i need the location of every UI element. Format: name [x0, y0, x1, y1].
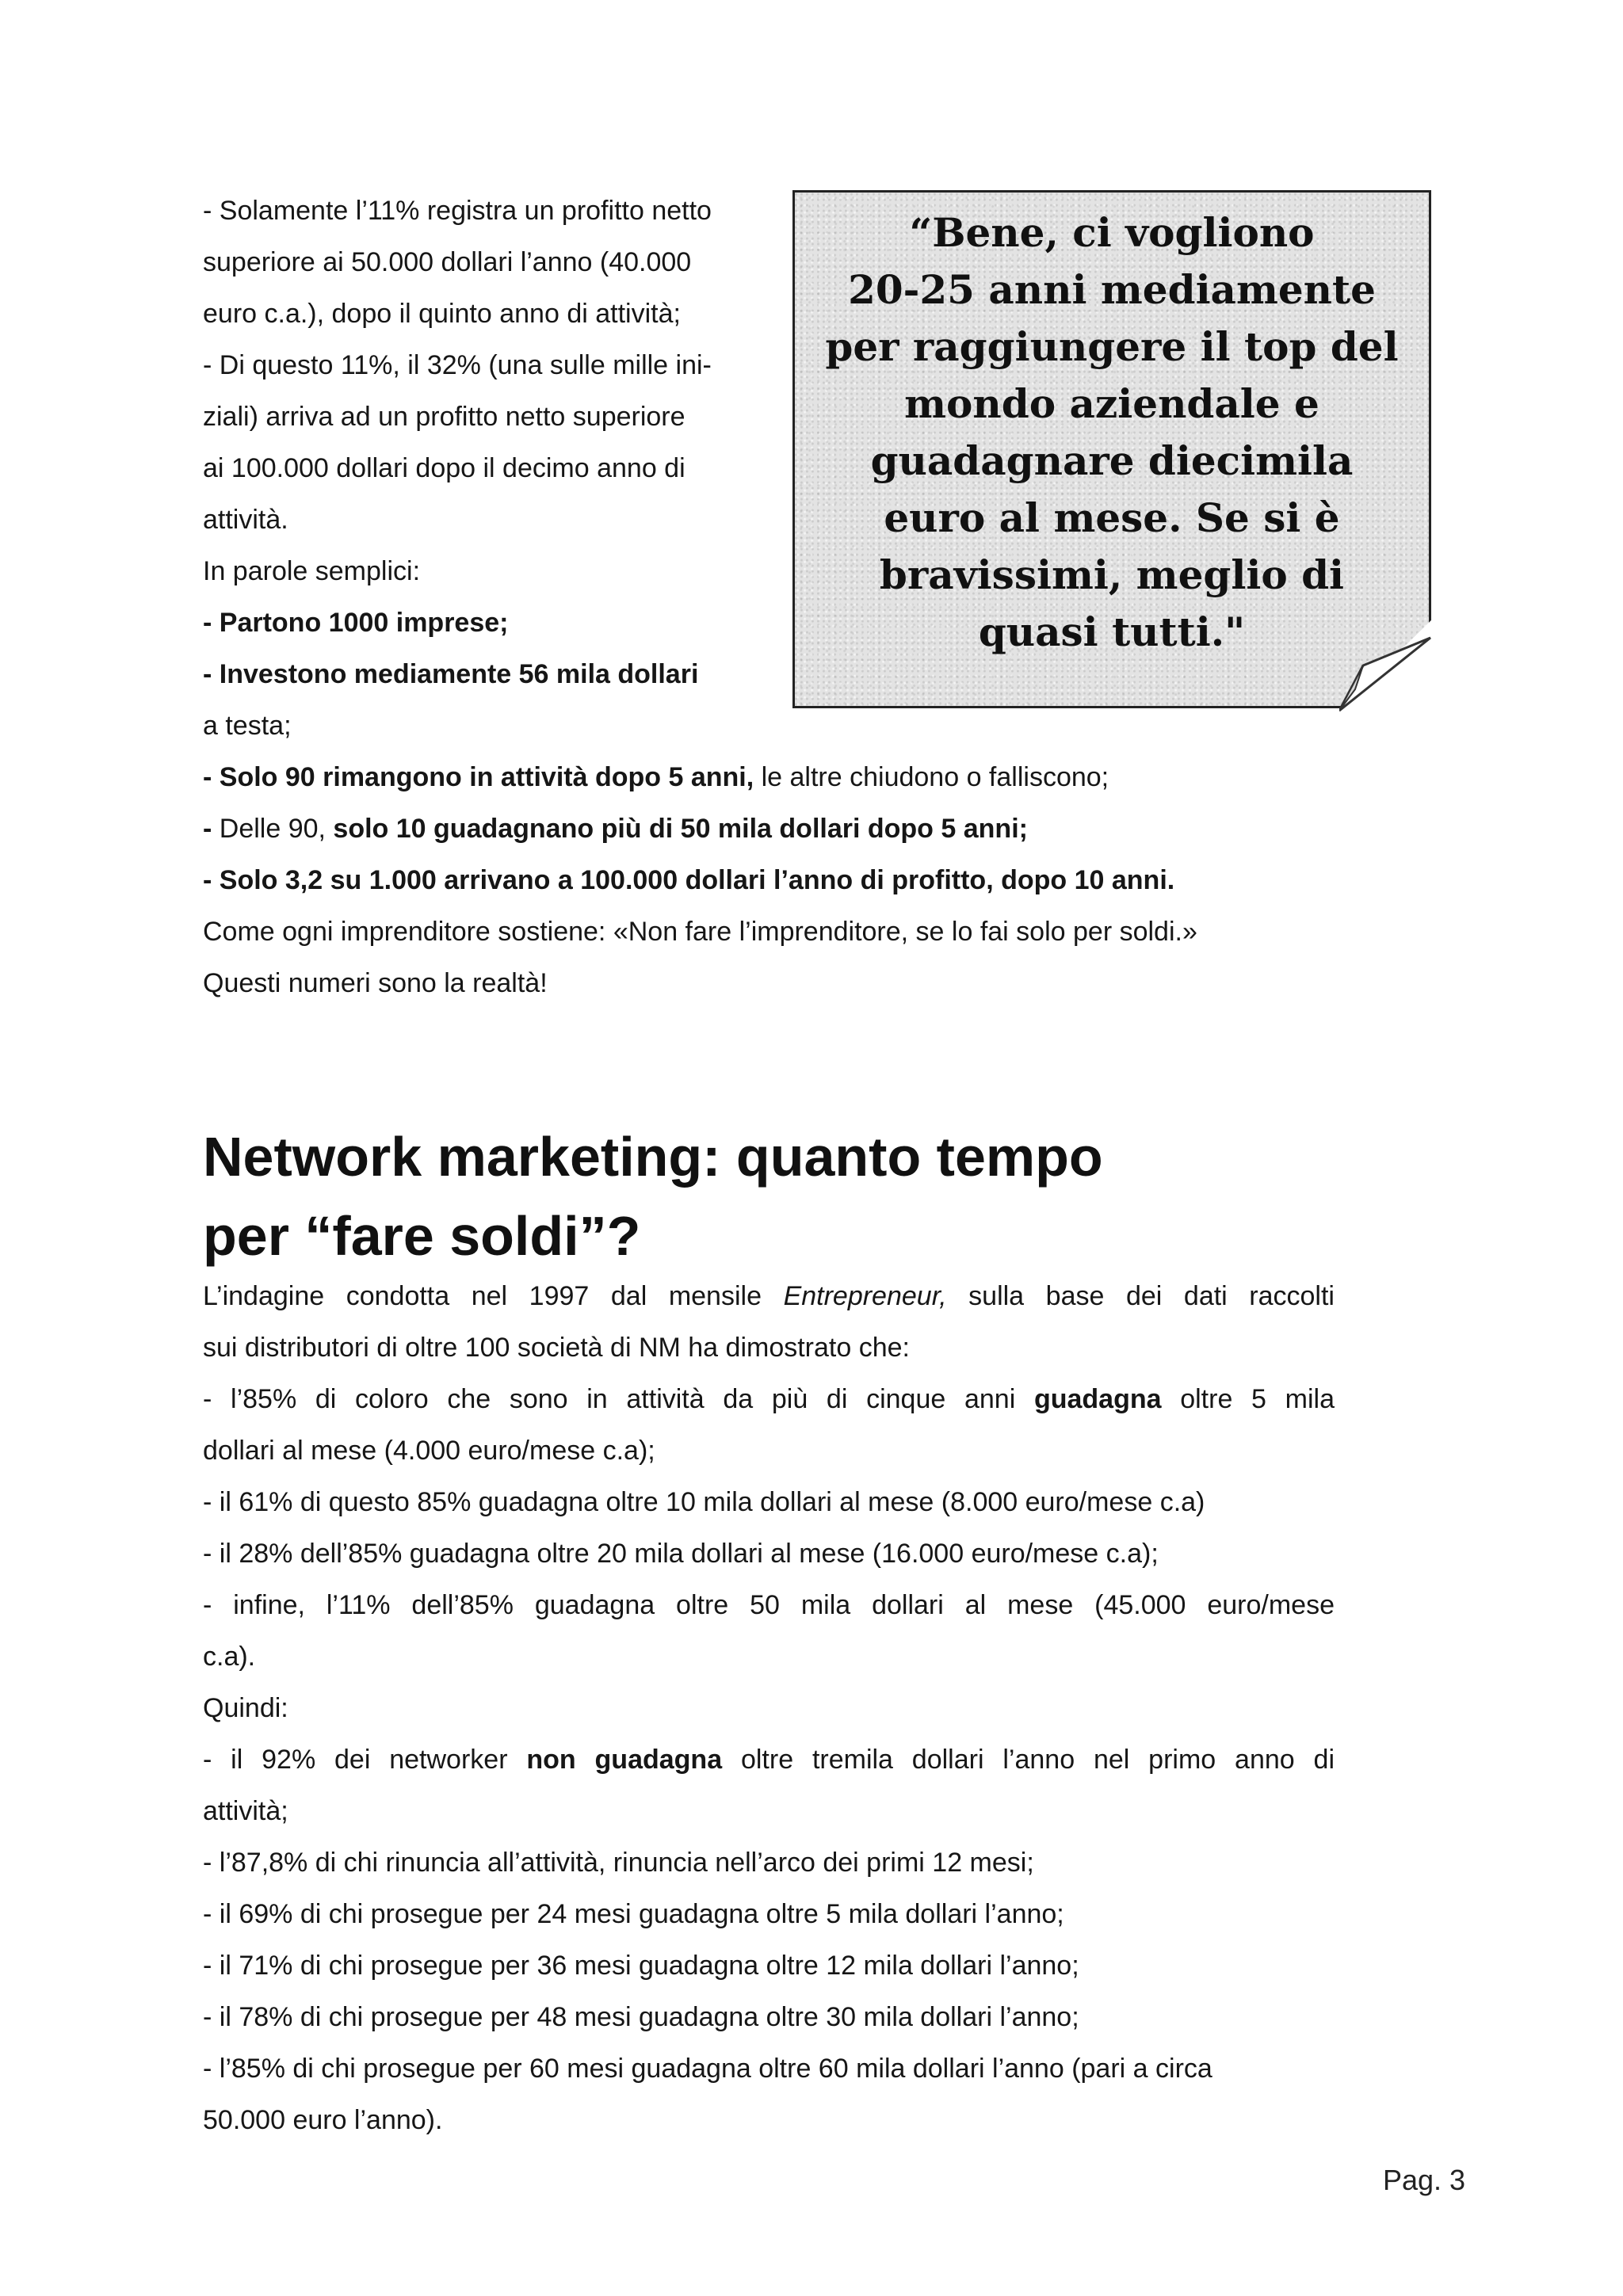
text-line: - il 71% di chi prosegue per 36 mesi guadagna oltre 12 mila dollari l’anno; [203, 1951, 1079, 1981]
text-span: oltre tremila dollari l’anno nel primo anno di [722, 1745, 1335, 1775]
bold-text: guadagna [1033, 1384, 1162, 1414]
pull-quote [792, 204, 1431, 661]
text-line: - l’85% di chi prosegue per 60 mesi guadagna oltre 60 mila dollari l’anno (pari a circa [203, 2054, 1212, 2084]
text-span: - il 92% dei networker [203, 1745, 527, 1775]
text-line: - il 28% dell’85% guadagna oltre 20 mila dollari al mese (16.000 euro/mese c.a); [203, 1539, 1159, 1569]
text-line: - Di questo 11%, il 32% (una sulle mille ini- [203, 350, 712, 380]
italic-text: Entrepreneur, [783, 1281, 947, 1311]
text-line: ai 100.000 dollari dopo il decimo anno di [203, 453, 685, 483]
quote-line: bravissimi, meglio di [879, 551, 1345, 598]
text-line: a testa; [203, 711, 292, 741]
quote-line: euro al mese. Se si è [884, 494, 1340, 541]
bold-text: solo 10 guadagnano più di 50 mila dollari dopo 5 anni; [333, 814, 1028, 844]
text-line [203, 864, 1174, 896]
bold-text: non guadagna [526, 1745, 723, 1775]
text-line: euro c.a.), dopo il quinto anno di attività; [203, 299, 681, 329]
bold-text: - Solo 3,2 su 1.000 arrivano a 100.000 dollari l’anno di profitto, dopo 10 anni. [203, 865, 1175, 895]
text-line [203, 1280, 1335, 1312]
text-line [203, 813, 1028, 845]
text-line: 50.000 euro l’anno). [203, 2105, 443, 2135]
quote-line: quasi tutti." [978, 608, 1246, 655]
bold-text: - Investono mediamente 56 mila dollari [203, 659, 699, 689]
text-span: oltre 5 mila [1161, 1384, 1335, 1414]
bold-text: - [203, 814, 220, 844]
text-line: - il 61% di questo 85% guadagna oltre 10 mila dollari al mese (8.000 euro/mese c.a) [203, 1487, 1205, 1517]
quote-line: per raggiungere il top del [825, 323, 1399, 370]
text-line [203, 761, 1109, 793]
text-line: ziali) arriva ad un profitto netto superiore [203, 402, 685, 432]
text-span: Delle 90, [219, 814, 334, 844]
quote-line: guadagnare diecimila [870, 437, 1354, 484]
text-line: c.a). [203, 1642, 256, 1672]
quote-line: mondo aziendale e [904, 380, 1319, 427]
text-line: dollari al mese (4.000 euro/mese c.a); [203, 1436, 655, 1466]
bold-text: - Solo 90 rimangono in attività dopo 5 anni, [203, 762, 754, 792]
text-line: In parole semplici: [203, 556, 421, 586]
text-line: sui distributori di oltre 100 società di NM ha dimostrato che: [203, 1333, 910, 1363]
text-line: attività. [203, 505, 288, 535]
text-span: - l’85% di coloro che sono in attività da più di cinque anni [203, 1384, 1034, 1414]
text-span: le altre chiudono o falliscono; [754, 762, 1109, 792]
text-span: sulla base dei dati raccolti [946, 1281, 1335, 1311]
text-line [203, 1383, 1335, 1415]
text-line: Questi numeri sono la realtà! [203, 968, 548, 998]
quote-line: “Bene, ci vogliono [909, 209, 1315, 256]
text-line: superiore ai 50.000 dollari l’anno (40.000 [203, 247, 692, 277]
section-title: per “fare soldi”? [203, 1205, 641, 1267]
bold-text: - Partono 1000 imprese; [203, 608, 509, 638]
text-line: - il 69% di chi prosegue per 24 mesi guadagna oltre 5 mila dollari l’anno; [203, 1899, 1064, 1929]
quote-line: 20-25 anni mediamente [848, 266, 1376, 313]
text-line: - l’87,8% di chi rinuncia all’attività, rinuncia nell’arco dei primi 12 mesi; [203, 1848, 1034, 1878]
text-line: - il 78% di chi prosegue per 48 mesi guadagna oltre 30 mila dollari l’anno; [203, 2002, 1079, 2032]
text-line: - Solamente l’11% registra un profitto netto [203, 196, 712, 226]
page-number: Pag. 3 [1383, 2164, 1466, 2196]
text-span: L’indagine condotta nel 1997 dal mensile [203, 1281, 784, 1311]
text-line: Quindi: [203, 1693, 288, 1723]
section-title: Network marketing: quanto tempo [203, 1126, 1103, 1188]
text-line: attività; [203, 1796, 288, 1826]
text-line: Come ogni imprenditore sostiene: «Non fare l’imprenditore, se lo fai solo per soldi.» [203, 917, 1197, 947]
text-line [203, 607, 508, 639]
text-line [203, 1744, 1335, 1775]
text-line: - infine, l’11% dell’85% guadagna oltre 50 mila dollari al mese (45.000 euro/mese [203, 1590, 1335, 1620]
text-line [203, 658, 698, 690]
